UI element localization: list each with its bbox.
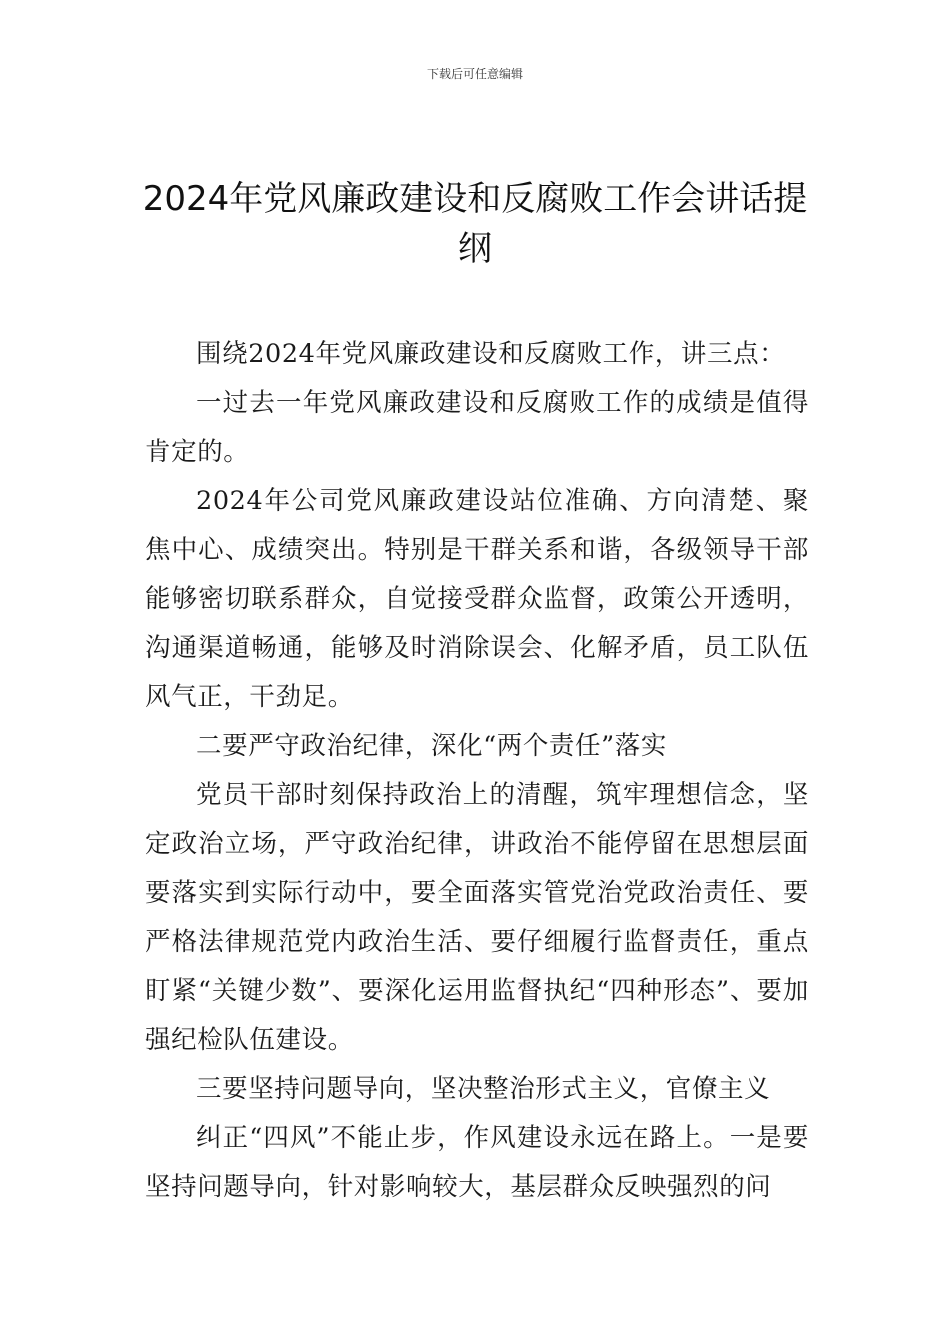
- paragraph-section-three-heading: 三要坚持问题导向，坚决整治形式主义，官僚主义: [196, 1074, 771, 1104]
- paragraph-four-winds: 纠正“四风”不能止步，作风建设永远在路上。一是要坚持问题导向，针对影响较大，基层群众反映强烈的问: [145, 1123, 809, 1202]
- paragraph-section-one-heading: 一过去一年党风廉政建设和反腐败工作的成绩是值得肯定的。: [145, 388, 809, 467]
- paragraph-achievements: 2024年公司党风廉政建设站位准确、方向清楚、聚焦中心、成绩突出。特别是干群关系和谐，各级领导干部能够密切联系群众，自觉接受群众监督，政策公开透明，沟通渠道畅通，能够及时消除误会、化解矛盾，员工队伍风气正，干劲足。: [145, 486, 809, 712]
- paragraph-political-discipline: 党员干部时刻保持政治上的清醒，筑牢理想信念，坚定政治立场，严守政治纪律，讲政治不能停留在思想层面要落实到实际行动中，要全面落实管党治党政治责任、要严格法律规范党内政治生活、要仔细履行监督责任，重点盯紧“关键少数”、要深化运用监督执纪“四种形态”、要加强纪检队伍建设。: [145, 780, 809, 1055]
- paragraph-section-two-heading: 二要严守政治纪律，深化“两个责任”落实: [196, 731, 667, 761]
- document-body: [145, 330, 809, 1212]
- document-title: 2024年党风廉政建设和反腐败工作会讲话提纲: [142, 179, 808, 269]
- paragraph-intro: 围绕2024年党风廉政建设和反腐败工作，讲三点：: [196, 339, 786, 369]
- header-note: 下载后可任意编辑: [426, 67, 523, 81]
